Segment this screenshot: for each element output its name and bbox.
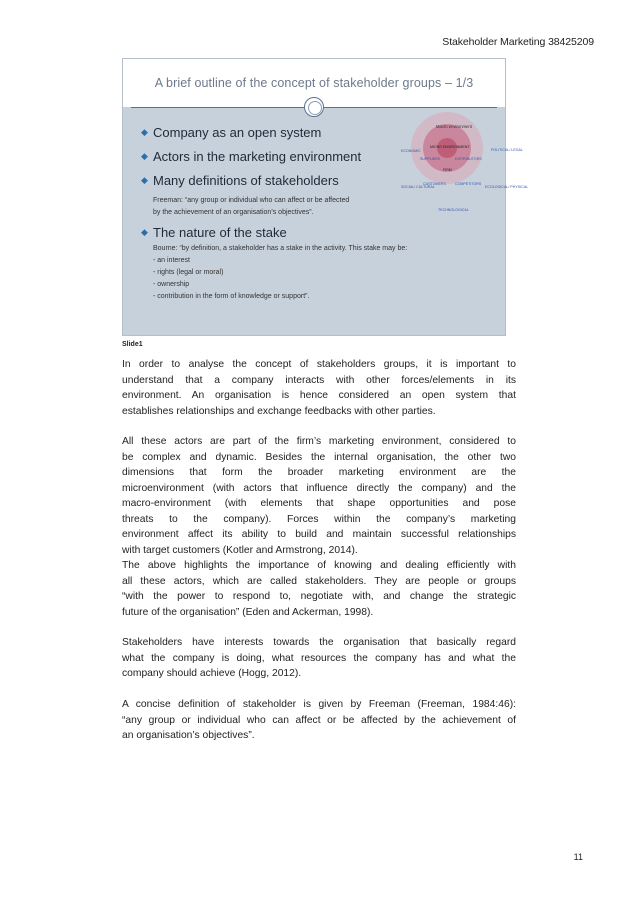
slide-ornament-icon [304, 97, 324, 117]
bourne-quote-line: - ownership [153, 281, 190, 288]
paragraph-line: understand that a company interacts with other forces/elements in its [122, 374, 516, 386]
diagram-label: MICRO ENVIRONMENT [430, 145, 470, 149]
slide-title: A brief outline of the concept of stakeholder groups – 1/3 [154, 76, 474, 90]
paragraph-line: All these actors are part of the firm’s marketing environment, considered to [122, 436, 516, 447]
paragraph [122, 558, 516, 620]
freeman-quote-line: Freeman: “any group or individual who can affect or be affected [153, 197, 350, 204]
paragraph-line: what the company is doing, what resources the company has and what the [122, 652, 516, 664]
slide-bullet [141, 225, 287, 240]
marketing-environment-diagram [398, 121, 529, 221]
paragraph-line: microenvironment (with actors that influence directly the company) and the [122, 482, 516, 494]
diagram-label: ECOLOGICAL/ PHYSICAL [485, 185, 529, 189]
diagram-label: FIRM [443, 168, 452, 172]
paragraph [122, 357, 516, 419]
paragraph-line: with target customers (Kotler and Armstrong, 2014). [122, 544, 358, 556]
bullet-dot-icon: ◆ [141, 151, 148, 161]
page-number: 11 [573, 852, 583, 862]
paragraph-line: establishes relationships and exchange feedbacks with other parties. [122, 405, 436, 417]
paragraph [122, 434, 516, 558]
slide-bullet [141, 125, 321, 140]
bourne-quote-line: - an interest [153, 257, 190, 264]
paragraph-line: an organisation’s objectives”. [122, 730, 255, 741]
slide-bullet-text: Company as an open system [153, 125, 322, 140]
paragraph-line: dimensions that form the broader marketing environment are the [122, 467, 516, 478]
diagram-title: Macro environment [436, 124, 472, 129]
diagram-label: CUSTOMERS [423, 182, 446, 186]
slide-bullet [141, 149, 361, 164]
paragraph-line: be complex and dynamic. Besides the internal organisation, the other two [122, 451, 516, 463]
bourne-quote-line: - contribution in the form of knowledge or support”. [153, 293, 310, 300]
diagram-label: TECHNOLOGICAL [438, 208, 469, 212]
environment-circles [398, 121, 508, 221]
paragraph-line: environment affect its ability to build and maintain successful relationships [122, 529, 516, 540]
paragraph-line: In order to analyse the concept of stakeholders groups, it is important to [122, 359, 516, 370]
bullet-dot-icon: ◆ [141, 227, 148, 237]
diagram-label: ECONOMIC [401, 149, 421, 153]
slide-bullet-text: Many definitions of stakeholders [153, 173, 339, 188]
paragraph [122, 697, 516, 744]
slide-bullet-text: Actors in the marketing environment [153, 149, 362, 164]
paragraph-line: “with the power to respond to, negotiate with, and change the strategic [122, 591, 516, 602]
page-header: Stakeholder Marketing 38425209 [442, 36, 594, 48]
paragraph-line: environment. An organisation is hence considered an open system that [122, 390, 516, 401]
paragraph-line: all these actors, which are called stakeholders. They are people or groups [122, 575, 516, 587]
slide-caption: Slide1 [122, 341, 143, 348]
slide-bullet [141, 173, 339, 188]
paragraph-line: The above highlights the importance of knowing and dealing efficiently with [122, 560, 516, 571]
bullet-dot-icon: ◆ [141, 175, 148, 185]
slide-thumbnail [122, 58, 529, 336]
paragraph-line: macro-environment (with elements that shape opportunities and pose [122, 498, 516, 509]
bourne-quote-line: Bourne: “by definition, a stakeholder has a stake in the activity. This stake may be: [153, 245, 408, 252]
diagram-label: SUPPLIERS [420, 157, 441, 161]
slide-bullet-text: The nature of the stake [153, 225, 287, 240]
bourne-quote-line: - rights (legal or moral) [153, 269, 224, 276]
paragraph-line: “any group or individual who can affect or be affected by the achievement of [122, 714, 516, 726]
paragraph-line: A concise definition of stakeholder is given by Freeman (Freeman, 1984:46): [122, 699, 516, 710]
paragraph [122, 635, 516, 682]
diagram-label: SOCIAL/ CULTURAL [401, 185, 435, 189]
paragraph-line: future of the organisation” (Eden and Ackerman, 1998). [122, 606, 374, 618]
paragraph-line: threats to the company). Forces within the company’s marketing [122, 513, 516, 525]
diagram-label: POLITICAL/ LEGAL [491, 148, 523, 152]
paragraph-line: company should achieve (Hogg, 2012). [122, 668, 302, 679]
diagram-label: COMPETITORS [455, 182, 482, 186]
paragraph-line: Stakeholders have interests towards the organisation that basically regard [122, 637, 516, 648]
freeman-quote-line: by the achievement of an organisation’s objectives”. [153, 209, 314, 216]
diagram-label: DISTRIBUTORS [455, 157, 482, 161]
bullet-dot-icon: ◆ [141, 127, 148, 137]
